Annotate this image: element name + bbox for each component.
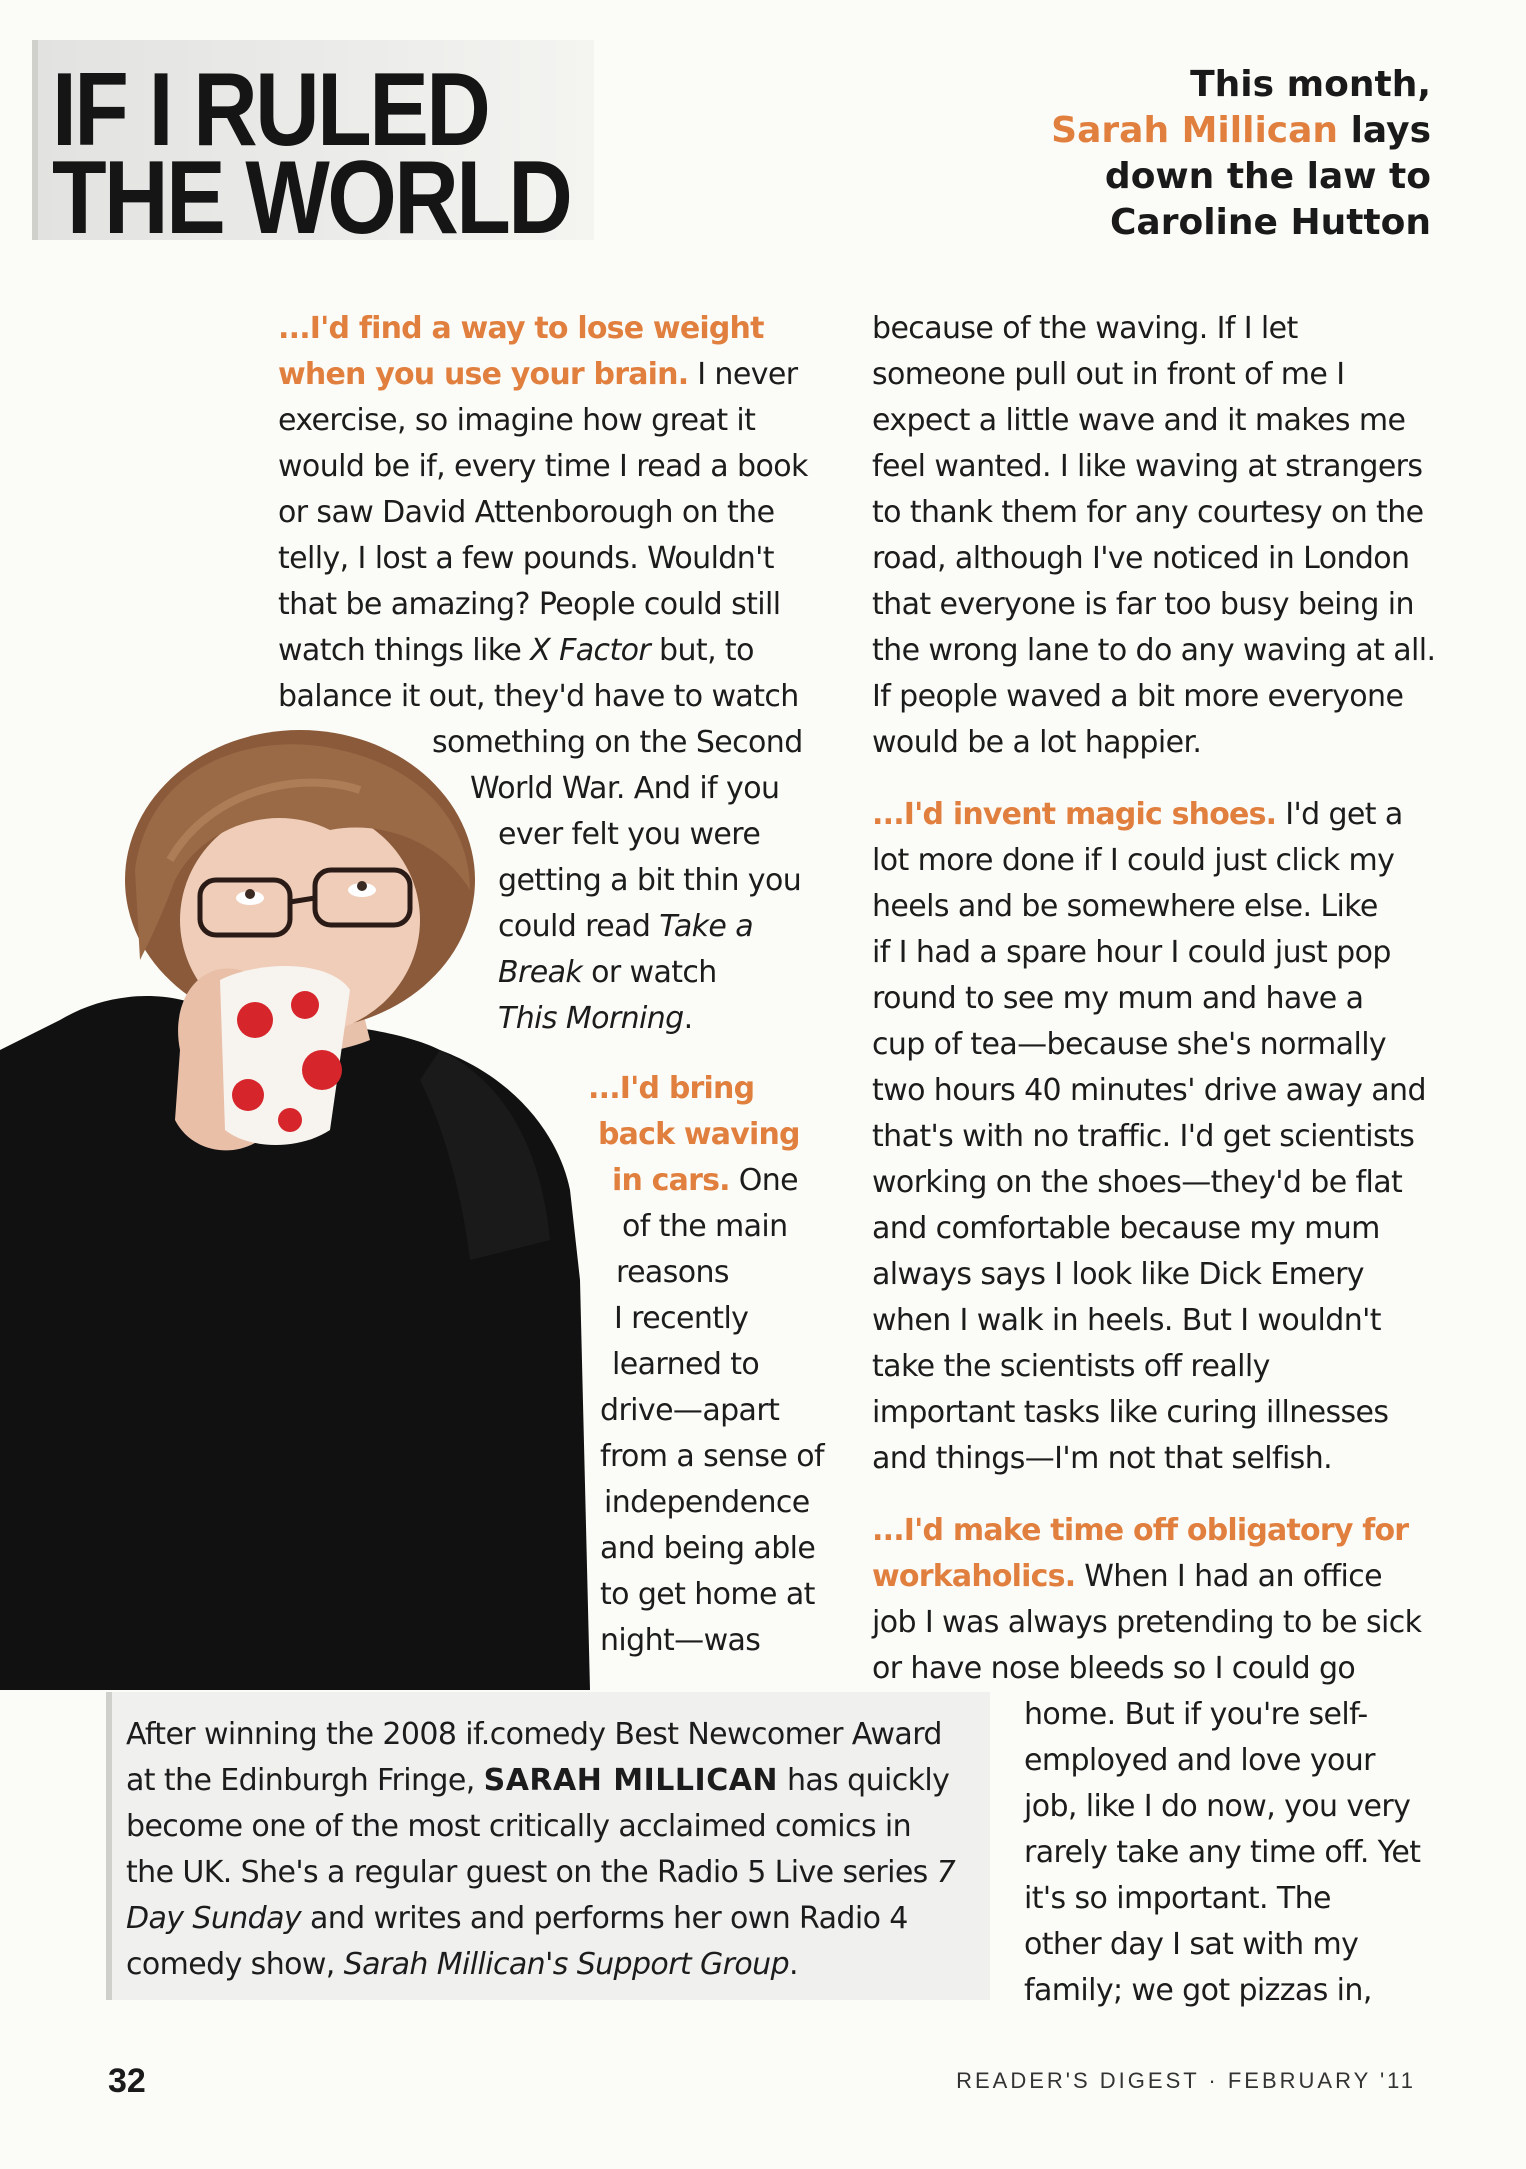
col1-line	[600, 1526, 815, 1572]
italic-title: Break	[498, 955, 583, 990]
col2-line	[872, 444, 1422, 490]
text-run: or have nose bleeds so I could go	[872, 1651, 1356, 1686]
text-run: someone pull out in front of me I	[872, 357, 1345, 392]
bio-line	[126, 1758, 949, 1804]
col2-line	[872, 352, 1344, 398]
col2-line	[872, 306, 1298, 352]
col1-line	[278, 444, 808, 490]
col1-line	[498, 858, 801, 904]
standfirst	[971, 62, 1431, 246]
text-run: to thank them for any courtesy on the	[872, 495, 1424, 530]
col1-line	[278, 582, 780, 628]
col2-line	[872, 1436, 1332, 1482]
text-run: job, like I do now, you very	[1024, 1789, 1411, 1824]
text-run: at the Edinburgh Fringe,	[126, 1763, 484, 1798]
text-run: ever felt you were	[498, 817, 761, 852]
text-run: but, to	[650, 633, 754, 668]
text-run: the UK. She's a regular guest on the Radio 5 Live series	[126, 1855, 937, 1890]
text-run: has quickly	[778, 1763, 950, 1798]
bio-line	[126, 1712, 942, 1758]
col2-line	[872, 976, 1363, 1022]
subhead: ...I'd invent magic shoes.	[872, 797, 1277, 832]
col1-line	[278, 628, 754, 674]
text-run: home. But if you're self-	[1024, 1697, 1368, 1732]
col1-line	[278, 306, 764, 352]
subhead: ...I'd find a way to lose weight	[278, 311, 764, 346]
text-run: take the scientists off really	[872, 1349, 1270, 1384]
col1-line	[600, 1388, 779, 1434]
standfirst-line-4: Caroline Hutton	[1110, 202, 1431, 243]
text-run: One	[729, 1163, 798, 1198]
bio-line	[126, 1804, 911, 1850]
italic-title: This Morning	[498, 1001, 684, 1036]
bio-line	[126, 1942, 798, 1988]
col2-line	[872, 536, 1409, 582]
col2-line	[872, 1600, 1421, 1646]
text-run: road, although I've noticed in London	[872, 541, 1410, 576]
text-run: working on the shoes—they'd be flat	[872, 1165, 1403, 1200]
text-run: or saw David Attenborough on the	[278, 495, 775, 530]
standfirst-line-2-rest: lays	[1338, 110, 1431, 151]
italic-title: Take a	[659, 909, 753, 944]
col2-line	[872, 1160, 1402, 1206]
col1-line	[600, 1618, 760, 1664]
text-run: drive—apart	[600, 1393, 780, 1428]
col2-line	[1024, 1784, 1410, 1830]
col2-line	[872, 1344, 1270, 1390]
italic-title: Day Sunday	[126, 1901, 302, 1936]
text-run: job I was always pretending to be sick	[872, 1605, 1422, 1640]
subhead: back waving	[598, 1117, 800, 1152]
bold-name: SARAH MILLICAN	[483, 1763, 779, 1798]
text-run: If people waved a bit more everyone	[872, 679, 1404, 714]
text-run: When I had an office	[1075, 1559, 1382, 1594]
col1-line	[278, 674, 799, 720]
col1-line	[278, 352, 797, 398]
text-run: independence	[604, 1485, 810, 1520]
text-run: I never	[688, 357, 798, 392]
text-run: something on the Second	[432, 725, 803, 760]
col1-line	[600, 1434, 824, 1480]
text-run: or watch	[582, 955, 717, 990]
text-run: and comfortable because my mum	[872, 1211, 1380, 1246]
standfirst-line-1: This month,	[1190, 64, 1431, 105]
text-run: would be a lot happier.	[872, 725, 1202, 760]
text-run: to get home at	[600, 1577, 815, 1612]
col2-line	[1024, 1876, 1331, 1922]
col2-line	[1024, 1692, 1368, 1738]
bio-rule	[106, 1692, 112, 2000]
text-run: .	[789, 1947, 798, 1982]
text-run: reasons	[616, 1255, 729, 1290]
text-run: feel wanted. I like waving at strangers	[872, 449, 1423, 484]
col1-line	[614, 1296, 748, 1342]
col2-line	[872, 838, 1394, 884]
standfirst-line-3: down the law to	[1104, 156, 1431, 197]
text-run: World War. And if you	[470, 771, 780, 806]
text-run: and being able	[600, 1531, 816, 1566]
text-run: telly, I lost a few pounds. Wouldn't	[278, 541, 774, 576]
col1-line	[600, 1572, 815, 1618]
subhead: workaholics.	[872, 1559, 1076, 1594]
text-run: rarely take any time off. Yet	[1024, 1835, 1421, 1870]
page-title-line-2: THE WORLD	[52, 140, 571, 256]
text-run: would be if, every time I read a book	[278, 449, 808, 484]
text-run: when I walk in heels. But I wouldn't	[872, 1303, 1381, 1338]
text-run: family; we got pizzas in,	[1024, 1973, 1372, 2008]
text-run: exercise, so imagine how great it	[278, 403, 756, 438]
text-run: I recently	[614, 1301, 749, 1336]
text-run: night—was	[600, 1623, 761, 1658]
text-run: always says I look like Dick Emery	[872, 1257, 1364, 1292]
col2-line	[872, 884, 1378, 930]
col2-line	[1024, 1922, 1358, 1968]
col2-line	[872, 1554, 1382, 1600]
col2-line	[872, 582, 1414, 628]
text-run: the wrong lane to do any waving at all.	[872, 633, 1436, 668]
col2-line	[872, 1114, 1414, 1160]
text-run: I'd get a	[1276, 797, 1403, 832]
col1-line	[588, 1066, 754, 1112]
col2-line	[872, 1022, 1386, 1068]
col2-line	[872, 398, 1405, 444]
col2-line	[872, 1390, 1388, 1436]
text-run: and writes and performs her own Radio 4	[301, 1901, 908, 1936]
text-run: from a sense of	[600, 1439, 824, 1474]
text-run: two hours 40 minutes' drive away and	[872, 1073, 1426, 1108]
col1-line	[498, 950, 717, 996]
col2-line	[872, 1298, 1381, 1344]
col1-line	[604, 1480, 810, 1526]
italic-title: X Factor	[530, 633, 651, 668]
text-run: become one of the most critically acclaimed comics in	[126, 1809, 912, 1844]
text-run: that be amazing? People could still	[278, 587, 781, 622]
col1-line	[612, 1342, 759, 1388]
subhead: when you use your brain.	[278, 357, 689, 392]
col2-line	[872, 720, 1201, 766]
col2-line	[872, 1646, 1355, 1692]
text-run: it's so important. The	[1024, 1881, 1331, 1916]
col2-line	[872, 1068, 1426, 1114]
page-title-line-1: IF I RULED	[52, 52, 489, 168]
text-run: other day I sat with my	[1024, 1927, 1359, 1962]
text-run: lot more done if I could just click my	[872, 843, 1395, 878]
col1-line	[498, 812, 760, 858]
col2-line	[872, 1206, 1380, 1252]
title-rule	[32, 40, 38, 240]
text-run: learned to	[612, 1347, 760, 1382]
text-run: .	[683, 1001, 693, 1036]
col2-line	[872, 1508, 1408, 1554]
col2-line	[872, 628, 1435, 674]
subhead: in cars.	[612, 1163, 730, 1198]
col2-line	[872, 1252, 1364, 1298]
col2-line	[872, 674, 1403, 720]
col2-line	[872, 792, 1403, 838]
col1-line	[470, 766, 779, 812]
text-run: because of the waving. If I let	[872, 311, 1298, 346]
subhead: ...I'd make time off obligatory for	[872, 1513, 1409, 1548]
col1-line	[278, 398, 755, 444]
page-number: 32	[108, 2062, 146, 2100]
col2-line	[1024, 1738, 1375, 1784]
col2-line	[872, 930, 1391, 976]
text-run: that's with no traffic. I'd get scientists	[872, 1119, 1415, 1154]
text-run: important tasks like curing illnesses	[872, 1395, 1389, 1430]
text-run: heels and be somewhere else. Like	[872, 889, 1378, 924]
col2-line	[1024, 1968, 1372, 2014]
text-run: that everyone is far too busy being in	[872, 587, 1414, 622]
bio-line	[126, 1850, 955, 1896]
text-run: cup of tea—because she's normally	[872, 1027, 1387, 1062]
publication-footer: READER'S DIGEST · FEBRUARY '11	[956, 2068, 1416, 2093]
col2-line	[872, 490, 1423, 536]
col1-line	[432, 720, 803, 766]
col2-line	[1024, 1830, 1420, 1876]
col1-line	[278, 490, 774, 536]
col1-line	[498, 996, 693, 1042]
text-run: and things—I'm not that selfish.	[872, 1441, 1333, 1476]
subject-name: Sarah Millican	[1051, 110, 1339, 151]
text-run: could read	[498, 909, 660, 944]
bio-line	[126, 1896, 908, 1942]
text-run: comedy show,	[126, 1947, 344, 1982]
col1-line	[598, 1112, 800, 1158]
col1-line	[498, 904, 753, 950]
text-run: employed and love your	[1024, 1743, 1375, 1778]
col1-line	[622, 1204, 788, 1250]
subhead: ...I'd bring	[588, 1071, 755, 1106]
text-run: round to see my mum and have a	[872, 981, 1364, 1016]
text-run: balance it out, they'd have to watch	[278, 679, 799, 714]
text-run: expect a little wave and it makes me	[872, 403, 1406, 438]
text-run: watch things like	[278, 633, 531, 668]
italic-title: 7	[936, 1855, 956, 1890]
col1-line	[278, 536, 774, 582]
italic-title: Sarah Millican's Support Group	[343, 1947, 790, 1982]
text-run: of the main	[622, 1209, 788, 1244]
text-run: After winning the 2008 if.comedy Best Newcomer Award	[126, 1717, 942, 1752]
col1-line	[612, 1158, 798, 1204]
standfirst-line-2	[971, 108, 1431, 154]
col1-line	[616, 1250, 729, 1296]
text-run: getting a bit thin you	[498, 863, 802, 898]
text-run: if I had a spare hour I could just pop	[872, 935, 1391, 970]
